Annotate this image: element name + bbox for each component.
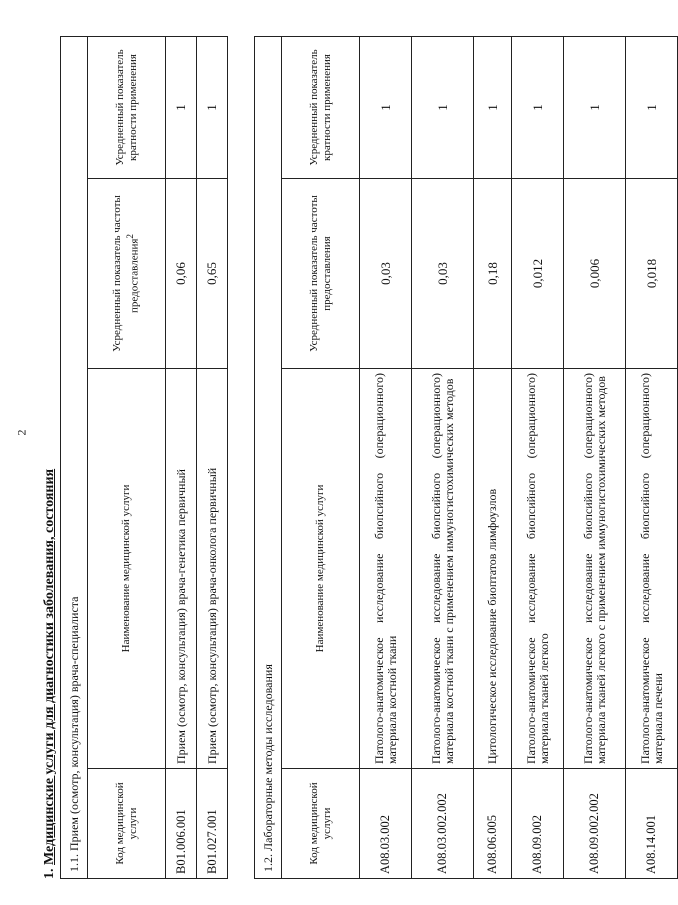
table-row: [564, 36, 626, 878]
service-name: Прием (осмотр, консультация) врача-онколога первичный: [197, 369, 228, 769]
col-header-name: Наименование медицинской услуги: [88, 369, 166, 769]
table-row: [412, 36, 474, 878]
service-name: Цитологическое исследование биоптатов лимфоузлов: [474, 369, 512, 769]
table-row: [197, 37, 228, 879]
frequency-value: 0,03: [360, 179, 412, 369]
service-name: Патолого-анатомическое исследование биопсийного (операционного) материала печени: [626, 369, 678, 769]
service-code: A08.09.002: [512, 769, 564, 879]
service-name: Патолого-анатомическое исследование биопсийного (операционного) материала костной ткани: [360, 369, 412, 769]
multiplicity-value: 1: [197, 37, 228, 179]
multiplicity-value: 1: [564, 36, 626, 178]
section-title-text: Медицинские услуги для диагностики заболевания, состояния: [42, 468, 57, 865]
rotated-page-content: [40, 0, 665, 905]
multiplicity-value: 1: [626, 36, 678, 178]
frequency-value: 0,65: [197, 179, 228, 369]
frequency-value: 0,018: [626, 179, 678, 369]
service-name: Патолого-анатомическое исследование биопсийного (операционного) материала костной ткани с применением иммуногистохимических методов: [412, 369, 474, 769]
service-name: Прием (осмотр, консультация) врача-генетика первичный: [166, 369, 197, 769]
frequency-value: 0,06: [166, 179, 197, 369]
service-code: B01.027.001: [197, 769, 228, 879]
multiplicity-value: 1: [412, 36, 474, 178]
table-row: [474, 36, 512, 878]
multiplicity-value: 1: [474, 36, 512, 178]
lab-methods-table: [254, 36, 678, 879]
col-header-multiplicity: Усредненный показатель кратности применения: [88, 37, 166, 179]
col-header-code: Код медицинской услуги: [282, 769, 360, 879]
service-code: B01.006.001: [166, 769, 197, 879]
section-title-number: 1.: [42, 868, 57, 879]
col-header-frequency: Усредненный показатель частоты предоставления: [282, 179, 360, 369]
table-row: [360, 36, 412, 878]
col-header-frequency: Усредненный показатель частоты предоставления$^2$: [88, 179, 166, 369]
multiplicity-value: 1: [360, 36, 412, 178]
col-header-multiplicity: Усредненный показатель кратности применения: [282, 36, 360, 178]
service-code: A08.03.002.002: [412, 769, 474, 879]
multiplicity-value: 1: [166, 37, 197, 179]
frequency-value: 0,012: [512, 179, 564, 369]
service-code: A08.09.002.002: [564, 769, 626, 879]
frequency-value: 0,006: [564, 179, 626, 369]
table-row: [166, 37, 197, 879]
page-number: 2: [14, 429, 29, 436]
multiplicity-value: 1: [512, 36, 564, 178]
consultations-table: [60, 36, 228, 879]
col-header-code: Код медицинской услуги: [88, 769, 166, 879]
service-name: Патолого-анатомическое исследование биопсийного (операционного) материала тканей легкого: [512, 369, 564, 769]
col-header-name: Наименование медицинской услуги: [282, 369, 360, 769]
frequency-value: 0,18: [474, 179, 512, 369]
service-code: A08.06.005: [474, 769, 512, 879]
subsection-heading: 1.1. Прием (осмотр, консультация) врача-специалиста: [61, 37, 88, 879]
service-code: A08.14.001: [626, 769, 678, 879]
frequency-value: 0,03: [412, 179, 474, 369]
table-row: [626, 36, 678, 878]
table-row: [512, 36, 564, 878]
service-code: A08.03.002: [360, 769, 412, 879]
section-title: [42, 469, 58, 879]
service-name: Патолого-анатомическое исследование биопсийного (операционного) материала тканей легкого с применением иммуногистохимических методов: [564, 369, 626, 769]
subsection-heading: 1.2. Лабораторные методы исследования: [255, 36, 282, 878]
